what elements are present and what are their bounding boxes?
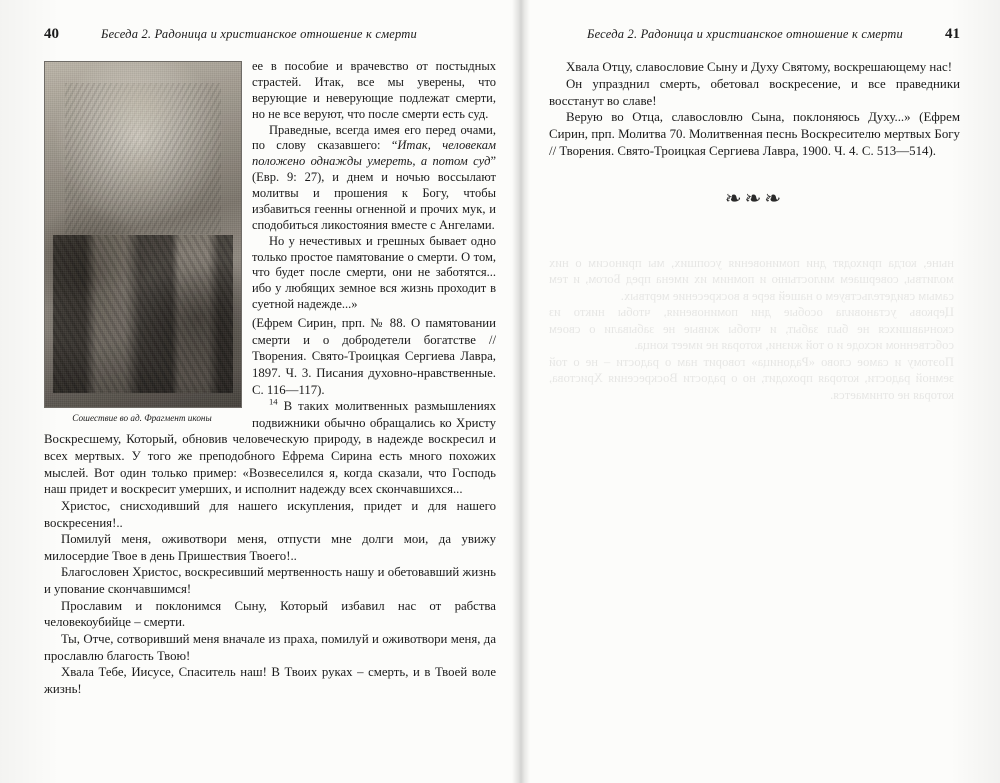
folio-right: 41 <box>945 26 960 42</box>
running-head-right <box>549 26 960 43</box>
footnote-text: В таких молитвенных размышлениях подвижники обычно обращались ко Христу Воскресшему, Который, обновив человеческую природу, в надежде воскресил и всех мертвых. У того же преподобного Ефрема Сирина есть много похожих мыслей. Вот один только пример: «Возвеселился я, когда сказали, что Господь наш придет и воскресит умерших, и исполнит надежду всех скончавшихся... <box>44 399 496 497</box>
paragraph: Он упразднил смерть, обетовал воскресение, и все праведники восстанут во славе! <box>549 76 960 108</box>
icon-fresco-descent-into-hades-icon <box>44 61 242 408</box>
paragraph: ее в пособие и врачевство от постыдных страстей. Итак, все мы уверены, что верующие и неверующие подлежат смерти, но не все веруют, что после смерти есть суд. <box>252 59 496 121</box>
page-showthrough <box>549 255 954 403</box>
paragraph: Хвала Отцу, славословие Сыну и Духу Святому, воскрешающему нас! <box>566 60 953 74</box>
paragraph: Прославим и поклонимся Сыну, Который избавил нас от рабства человекоубийце – смерти. <box>44 598 496 630</box>
paragraph: Праведные, всегда имея его перед очами, по слову сказавшего: “Итак, человекам положено однажды умереть, а потом суд” (Евр. 9: 27), и днем и ночью воссылают молитвы и прошения к Богу, чтобы избавиться геенны огненной и прочих мук, и сподобиться ликостояния вместе с Ангелами. <box>252 122 496 232</box>
paragraph: Благословен Христос, воскресивший мертвенность нашу и обетовавший жизнь и упование скончавшимся! <box>44 565 496 596</box>
paragraph: Верую во Отца, славословлю Сына, поклоняюсь Духу...» (Ефрем Сирин, прп. Молитва 70. Молитвенная песнь Воскресителю мертвых Богу // Творения. Свято-Троицкая Сергиева Лавра, 1900. Ч. 4. С. 513—514). <box>549 110 960 158</box>
showthrough-line: Церковь установила особые дни поминовения, чтобы никто из скончавшихся не был забыт, и чтобы живые не забывали о своем собственном исходе и о той жизни, которая не имеет конца. <box>549 305 954 353</box>
footnote-number: 14 <box>269 396 278 407</box>
source-note: (Ефрем Сирин, прп. № 88. О памятовании смерти и о добродетели богатстве // Творения. Свято-Троицкая Сергиева Лавра, 1897. Ч. 3. Писания духовно-нравственные. С. 116—117). <box>252 316 496 397</box>
folio-left: 40 <box>44 26 59 42</box>
showthrough-line: ныне, когда приходят дни поминовения усопших, мы приносим о них молитвы, совершаем милостыню и помним их имена пред Богом, и тем самым свидетельствуем о нашей вере в воскресение мертвых. <box>549 256 954 303</box>
paragraph: Но у нечестивых и грешных бывает одно только простое памятование о смерти. О том, что будет после смерти, они не заботятся... ибо у любящих земное вся жизнь проходит в суетной надежде...» <box>252 233 496 312</box>
showthrough-line: Поэтому и самое слово «Радоница» говорит нам о радости – не о той земной радости, которая проходит, но о радости Воскресения Христова, которая не отнимается. <box>549 354 954 402</box>
figure-caption: Сошествие во ад. Фрагмент иконы <box>72 413 212 423</box>
figure-block <box>44 61 240 425</box>
scripture-quote: Итак, человекам положено однажды умереть, а потом суд <box>252 138 496 169</box>
paragraph: Помилуй меня, оживотвори меня, отпусти мне долги мои, да увижу милосердие Твое в день Пришествия Твоего!.. <box>44 532 496 563</box>
running-head-title-left: Беседа 2. Радоница и христианское отношение к смерти <box>101 27 417 41</box>
running-head-left <box>44 26 497 43</box>
running-head-title-right: Беседа 2. Радоница и христианское отношение к смерти <box>587 27 903 41</box>
left-page-narrow-column <box>252 59 496 313</box>
right-page-body <box>549 59 960 402</box>
page-right <box>521 0 1000 783</box>
left-page-body <box>44 59 496 697</box>
ornament-divider: ❧❧❧ <box>724 187 785 210</box>
paragraph: Христос, снисходивший для нашего искупления, придет и для нашего воскресения!.. <box>44 498 496 530</box>
paragraph: Ты, Отче, сотворивший меня вначале из праха, помилуй и оживотвори меня, да прославлю благость Твою! <box>44 631 496 663</box>
paragraph: Хвала Тебе, Иисусе, Спаситель наш! В Твоих руках – смерть, и в Твоей воле жизнь! <box>44 665 496 696</box>
figure-image-art <box>45 62 241 407</box>
